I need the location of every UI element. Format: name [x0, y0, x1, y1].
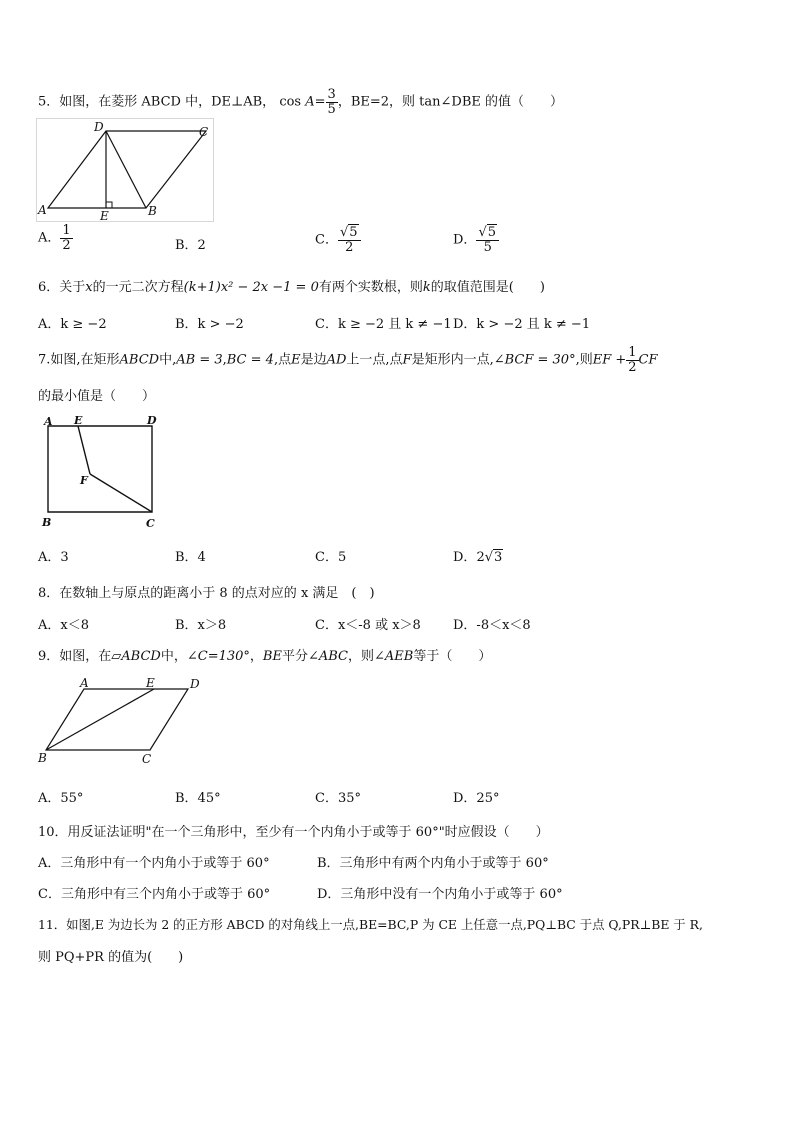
- q8-option-a: A．x＜8: [38, 618, 89, 633]
- q5-figure: [36, 118, 214, 222]
- q10-stem: 10．用反证法证明"在一个三角形中，至少有一个内角小于或等于 60°"时应假设（ ）: [38, 825, 549, 840]
- q10-option-b: B．三角形中有两个内角小于或等于 60°: [317, 856, 549, 871]
- q8-stem: 8．在数轴上与原点的距离小于 8 的点对应的 x 满足 ( ): [38, 586, 375, 601]
- q11-stem-line2: 则 PQ+PR 的值为( ): [38, 950, 184, 965]
- q9-stem-e: ，则: [348, 649, 375, 664]
- q7-rectangle-diagram: [36, 412, 166, 530]
- q9-option-b: B．45°: [175, 791, 221, 806]
- q7-frac-den: 2: [628, 359, 637, 375]
- q9-option-c: C．35°: [315, 791, 361, 806]
- q5-label-c: C: [199, 125, 209, 139]
- q5-label-a: A: [38, 203, 47, 217]
- q7-ad: AD: [326, 352, 347, 368]
- q5-opt-a-frac: [60, 224, 72, 252]
- q7-bc: BC = 4: [226, 352, 274, 368]
- q5-opt-c-rad: 5: [349, 225, 358, 240]
- q5-opt-c-num: √5: [338, 226, 361, 241]
- q7-opt-d-rad: 3: [494, 550, 503, 565]
- q6-option-b: B．k > −2: [175, 317, 244, 332]
- q7-opt-d-label: D．: [453, 550, 477, 565]
- q7-stem: [38, 346, 658, 374]
- q5-opt-c-label: C．: [315, 232, 338, 248]
- q5-opt-c-den: 2: [345, 239, 354, 255]
- q7-stem-a: 7.如图,在矩形: [38, 352, 120, 368]
- q9-be: BE: [262, 649, 282, 664]
- q5-stem-start: 5．如图，在菱形 ABCD 中，DE⊥AB，: [38, 94, 276, 110]
- q6-stem-d: 的取值范围是( ): [430, 280, 545, 295]
- q9-stem-c: ，: [249, 649, 263, 664]
- q7-stem-g: ,则: [575, 352, 593, 368]
- q5-label-d: D: [94, 120, 104, 134]
- q8-option-b: B．x＞8: [175, 618, 227, 633]
- q9-stem: [38, 645, 491, 664]
- q9-angle-c: ∠C=130°: [186, 649, 250, 664]
- q7-stem-f: 是矩形内一点,: [411, 352, 494, 368]
- q5-option-c: [315, 226, 361, 254]
- q7-abcd: ABCD: [119, 352, 160, 368]
- q7-stem-b: 中,: [159, 352, 177, 368]
- q9-option-d: D．25°: [453, 791, 500, 806]
- q9-label-d: D: [190, 677, 200, 691]
- q6-option-d: D．k > −2 且 k ≠ −1: [453, 317, 591, 332]
- q9-figure: [36, 672, 206, 768]
- q6-stem-a: 6．关于: [38, 280, 86, 295]
- q9-option-a: A．55°: [38, 791, 84, 806]
- q6-stem: [38, 276, 545, 295]
- q5-frac-num: 3: [327, 87, 336, 102]
- q5-fraction: [326, 88, 338, 116]
- q7-stem-d: 是边: [300, 352, 327, 368]
- q7-option-c: C．5: [315, 550, 347, 565]
- q6-stem-b: 的一元二次方程: [92, 280, 184, 295]
- q5-opt-a-label: A．: [38, 230, 61, 246]
- q5-opt-a-num: 1: [62, 223, 71, 238]
- q10-option-c: C．三角形中有三个内角小于或等于 60°: [38, 887, 271, 902]
- q6-option-a: A．k ≥ −2: [38, 317, 107, 332]
- q9-angle-aeb: ∠AEB: [374, 649, 414, 664]
- q8-option-d: D．-8＜x＜8: [453, 618, 531, 633]
- q7-label-c: C: [146, 517, 155, 530]
- q7-label-a: A: [44, 415, 53, 428]
- q5-label-e: E: [100, 209, 109, 222]
- q7-opt-d-coef: 2: [476, 550, 485, 565]
- q6-stem-c: 有两个实数根，则: [318, 280, 423, 295]
- q5-option-d: [453, 226, 499, 254]
- q6-equation: (k+1)x² − 2x −1 = 0: [183, 280, 319, 295]
- q6-var-x: x: [85, 280, 93, 295]
- q5-option-b: B．2: [175, 238, 206, 253]
- q10-option-a: A．三角形中有一个内角小于或等于 60°: [38, 856, 270, 871]
- q7-angle: ∠BCF = 30°: [493, 352, 576, 368]
- q7-ab: AB = 3: [176, 352, 223, 368]
- q5-opt-d-label: D．: [453, 232, 477, 248]
- q7-frac-num: 1: [628, 345, 637, 360]
- q9-parallelogram-diagram: [36, 672, 206, 768]
- q9-label-a: A: [80, 676, 89, 690]
- q7-fraction: [626, 346, 638, 374]
- q5-rhombus-diagram: [36, 118, 214, 222]
- q11-stem-line1: 11．如图,E 为边长为 2 的正方形 ABCD 的对角线上一点,BE=BC,P 为 CE 上任意一点,PQ⊥BC 于点 Q,PR⊥BE 于 R,: [38, 917, 703, 932]
- q5-option-a: [38, 224, 73, 252]
- q9-label-b: B: [38, 751, 47, 765]
- q5-frac-den: 5: [327, 101, 336, 117]
- q7-option-b: B．4: [175, 550, 206, 565]
- q9-stem-d: 平分: [281, 649, 308, 664]
- q5-opt-d-rad: 5: [487, 225, 497, 240]
- q5-opt-d-num: √5: [476, 226, 499, 241]
- q9-label-e: E: [146, 676, 155, 690]
- q5-cos: cos: [279, 94, 302, 110]
- q9-abcd: ABCD: [121, 649, 161, 664]
- q6-option-c: C．k ≥ −2 且 k ≠ −1: [315, 317, 452, 332]
- q10-option-d: D．三角形中没有一个内角小于或等于 60°: [317, 887, 563, 902]
- q5-opt-a-den: 2: [62, 237, 71, 253]
- q7-f: F: [402, 352, 412, 368]
- q7-label-f: F: [80, 474, 88, 487]
- q5-cos-var: A: [305, 94, 315, 110]
- q7-stem-line2: 的最小值是（ ）: [38, 389, 156, 404]
- q7-cf: CF: [638, 352, 658, 368]
- q9-stem-f: 等于（ ）: [413, 649, 492, 664]
- q7-stem-e: 上一点,点: [346, 352, 403, 368]
- q9-label-c: C: [142, 752, 152, 766]
- q9-stem-b: 中，: [160, 649, 187, 664]
- q5-opt-d-frac: [476, 226, 499, 254]
- q5-stem: [38, 88, 563, 116]
- q7-label-e: E: [74, 414, 83, 427]
- q7-option-a: A．3: [38, 550, 69, 565]
- q7-comma: ,: [222, 352, 227, 368]
- q5-opt-c-frac: [338, 226, 361, 254]
- q5-equals: =: [314, 94, 326, 110]
- q7-option-d: D．2√3: [453, 550, 503, 565]
- q7-label-d: D: [147, 414, 157, 427]
- q7-figure: [36, 412, 166, 530]
- q7-stem-c: ,点: [273, 352, 292, 368]
- q7-e: E: [291, 352, 301, 368]
- q6-var-k: k: [422, 280, 431, 295]
- q8-option-c: C．x＜-8 或 x＞8: [315, 618, 421, 633]
- q7-ef: EF +: [592, 352, 627, 368]
- q9-angle-abc: ∠ABC: [307, 649, 349, 664]
- q5-label-b: B: [148, 204, 157, 218]
- q5-stem-end: ，BE=2，则 tan∠DBE 的值（ ）: [337, 94, 563, 110]
- q5-opt-d-den: 5: [483, 239, 492, 255]
- q9-stem-a: 9．如图，在▱: [38, 649, 122, 664]
- q7-label-b: B: [42, 516, 52, 529]
